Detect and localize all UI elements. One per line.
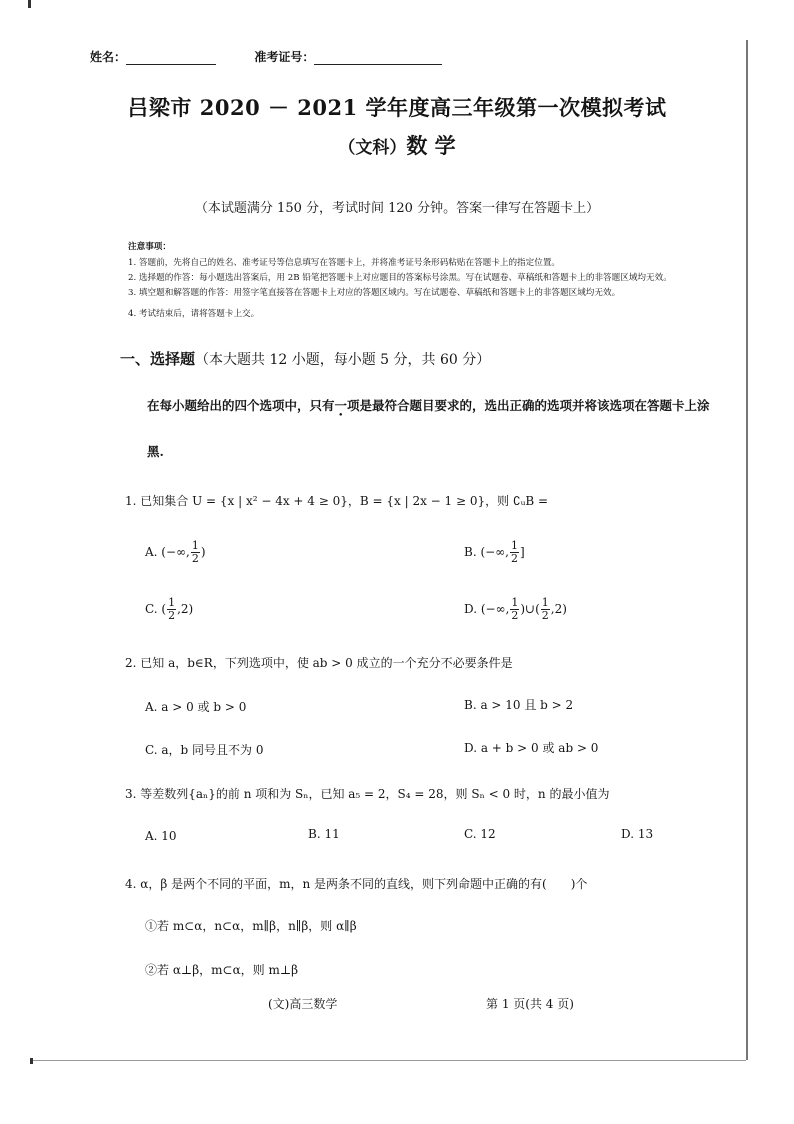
instruction-emphasis: 有一项 [322,398,360,413]
q3-option-c: C. 12 [464,827,496,841]
q1-b-post: ] [520,545,525,559]
q4-statement-2: ②若 α⊥β，m⊂α，则 m⊥β [145,963,299,977]
frac-num: 1 [168,596,176,609]
fraction [510,540,519,565]
question-2-stem: 2. 已知 a，b∈R，下列选项中，使 ab > 0 成立的一个充分不必要条件是 [125,656,513,670]
name-label: 姓名： [90,50,127,64]
fraction [541,597,550,622]
q2-option-b: B. a > 10 且 b > 2 [464,698,574,712]
question-3-stem: 3. 等差数列{aₙ}的前 n 项和为 Sₙ，已知 a₅ = 2，S₄ = 28，则 Sₙ < 0 时，n 的最小值为 [125,787,610,801]
q1-option-c [145,597,193,622]
q1-d-mid: )∪( [520,602,540,616]
scan-mark-top-left [28,0,31,8]
q2-option-c: C. a，b 同号且不为 0 [145,743,264,757]
section-heading-detail: （本大题共 12 小题，每小题 5 分，共 60 分） [195,352,491,368]
instruction-part-a: 在每小题给出的四个选项中，只 [147,398,323,413]
candidate-info-row [90,48,442,65]
q1-b-pre: B. (−∞, [464,545,509,559]
q1-c-post: ,2) [177,602,194,616]
q2-option-d: D. a + b > 0 或 ab > 0 [464,741,599,755]
exam-id-label: 准考证号： [254,50,315,64]
footer-subject: (文)高三数学 [268,997,338,1011]
q3-option-a: A. 10 [145,829,177,843]
exam-id-blank [314,50,442,65]
frac-num: 1 [511,539,518,552]
q3-option-b: B. 11 [308,827,340,841]
fraction [510,597,519,622]
q1-c-pre: C. ( [145,602,167,616]
frac-den: 2 [191,552,199,565]
footer-page-number: 第 1 页(共 4 页) [486,997,574,1011]
scan-edge-bottom [30,1060,746,1061]
subtitle-paren: （文科） [338,138,407,158]
frac-den: 2 [511,609,519,622]
scan-mark-bottom-left [30,1058,33,1064]
subtitle-main: 数 学 [406,133,456,158]
q1-a-pre: A. (−∞, [145,545,190,559]
frac-num: 1 [541,596,549,609]
section-heading-title: 一、选择题 [120,350,196,368]
q1-d-pre: D. (−∞, [464,602,510,616]
q4-statement-1: ①若 m⊂α，n⊂α，m∥β，n∥β，则 α∥β [145,919,357,933]
frac-den: 2 [168,609,176,622]
q3-option-d: D. 13 [621,827,654,841]
section-heading [120,348,490,369]
section-instruction-line2: 黑. [147,444,164,459]
instruction-part-b: 是最符合题目要求的，选出正确的选项并将该选项在答题卡上涂 [359,398,710,413]
note-item: 1. 答题前，先将自己的姓名、准考证号等信息填写在答题卡上，并将准考证号条形码粘贴在答题卡上的指定位置。 [128,258,561,268]
q1-a-post: ) [200,545,206,559]
exam-title: 吕梁市 2020 － 2021 学年度高三年级第一次模拟考试 [127,95,667,120]
q1-option-b [464,540,525,565]
fraction [167,597,176,622]
frac-den: 2 [511,552,518,565]
question-1-stem: 1. 已知集合 U = {x | x² − 4x + 4 ≥ 0}，B = {x | 2x − 1 ≥ 0}，则 ∁ᵤB = [125,494,549,508]
q1-d-post: ,2) [550,602,567,616]
note-item: 2. 选择题的作答：每小题选出答案后，用 2B 铅笔把答题卡上对应题目的答案标号涂黑。写在试题卷、草稿纸和答题卡上的非答题区域均无效。 [128,273,672,283]
notes-title: 注意事项： [128,242,171,252]
scan-edge-right [746,40,748,1060]
frac-num: 1 [511,596,519,609]
frac-den: 2 [541,609,549,622]
note-item: 3. 填空题和解答题的作答：用签字笔直接答在答题卡上对应的答题区域内。写在试题卷、草稿纸和答题卡上的非答题区域均无效。 [128,288,621,298]
section-instruction [147,396,710,414]
q2-option-a: A. a > 0 或 b > 0 [145,700,247,714]
score-info: （本试题满分 150 分，考试时间 120 分钟。答案一律写在答题卡上） [194,201,600,216]
fraction [191,540,200,565]
frac-num: 1 [191,539,199,552]
name-blank [126,50,216,65]
exam-subtitle [0,130,794,160]
q1-option-a [145,540,206,565]
q1-option-d [464,597,567,622]
note-item: 4. 考试结束后，请将答题卡上交。 [128,309,260,319]
question-4-stem: 4. α，β 是两个不同的平面，m，n 是两条不同的直线，则下列命题中正确的有( )个 [125,877,588,891]
